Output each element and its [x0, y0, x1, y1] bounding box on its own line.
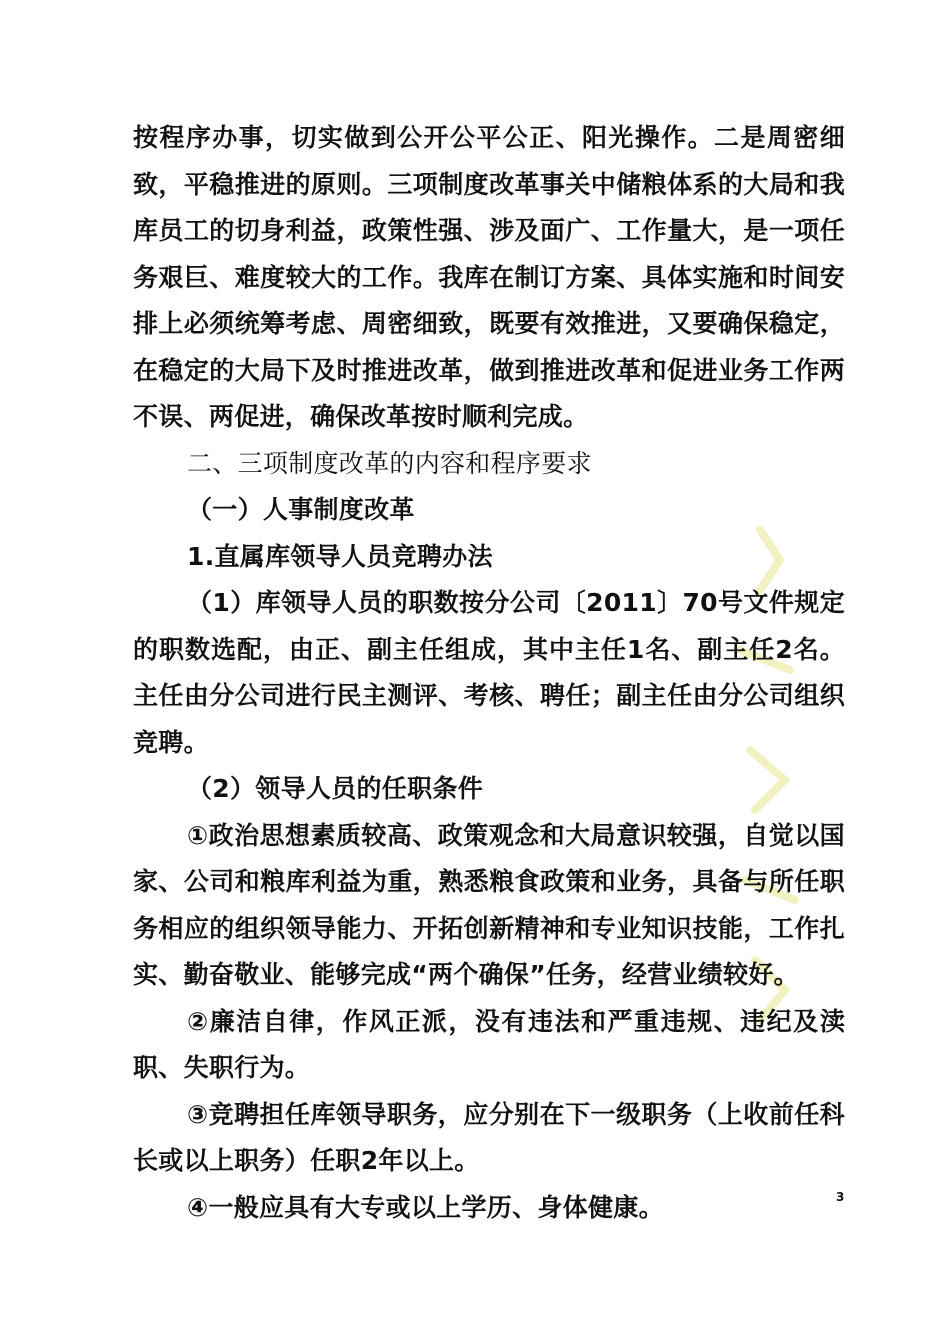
- condition-3: ③竞聘担任库领导职务，应分别在下一级职务（上收前任科长或以上职务）任职2年以上。: [133, 1099, 845, 1175]
- condition-2: ②廉洁自律，作风正派，没有违法和严重违规、违纪及渎职、失职行为。: [133, 1006, 845, 1082]
- condition-4: ④一般应具有大专或以上学历、身体健康。: [187, 1192, 664, 1222]
- paragraph-positions: （1）库领导人员的职数按分公司〔2011〕70号文件规定的职数选配，由正、副主任组成，其中主任1名、副主任2名。主任由分公司进行民主测评、考核、聘任；副主任由分公司组织竞聘。: [133, 588, 845, 757]
- condition-1: ①政治思想素质较高、政策观念和大局意识较强，自觉以国家、公司和粮库利益为重，熟悉粮食政策和业务，具备与所任职务相应的组织领导能力、开拓创新精神和专业知识技能，工作扎实、勤奋敬业、能够完成“两个确保”任务，经营业绩较好。: [133, 820, 845, 989]
- item-heading: 1.直属库领导人员竞聘办法: [187, 541, 493, 571]
- subsection-heading: （一）人事制度改革: [187, 495, 415, 524]
- section-heading: 二、三项制度改革的内容和程序要求: [187, 448, 592, 478]
- paragraph-principles: 按程序办事，切实做到公开公平公正、阳光操作。二是周密细致，平稳推进的原则。三项制度改革事关中储粮体系的大局和我库员工的切身利益，政策性强、涉及面广、工作量大，是一项任务艰巨、难度较大的工作。我库在制订方案、具体实施和时间安排上必须统筹考虑、周密细致，既要有效推进，又要确保稳定，在稳定的大局下及时推进改革，做到推进改革和促进业务工作两不误、两促进，确保改革按时顺利完成。: [133, 123, 845, 431]
- conditions-heading: （2）领导人员的任职条件: [187, 774, 483, 803]
- page-number: 3: [836, 1190, 845, 1204]
- document-body: [133, 115, 845, 1231]
